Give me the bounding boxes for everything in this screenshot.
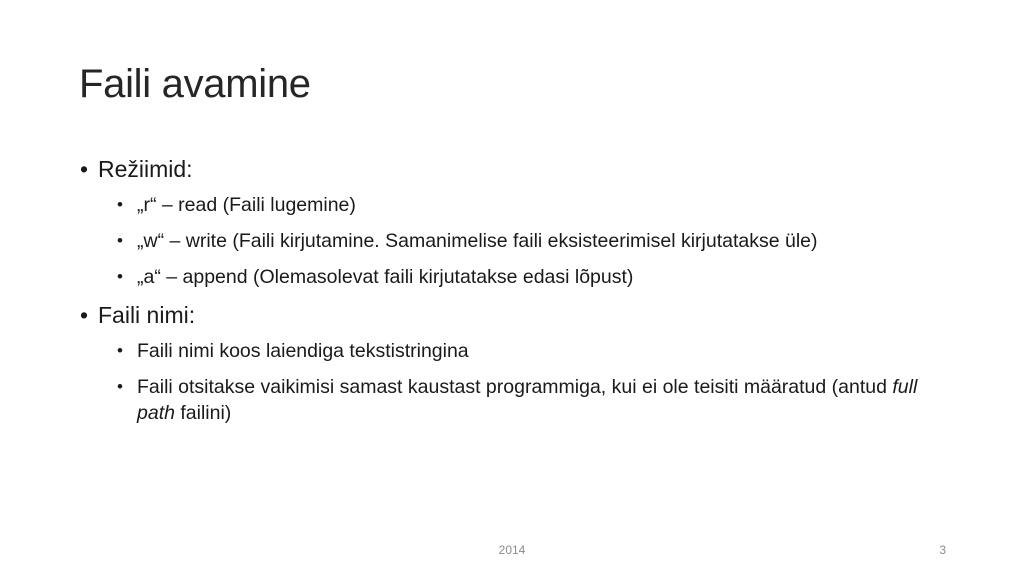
sub-bullet-write [117, 228, 940, 254]
slide-title: Faili avamine [79, 62, 311, 106]
footer-date: 2014 [498, 543, 526, 557]
sub-bullet-text: „r“ – read (Faili lugemine) [137, 194, 356, 216]
bullet-filename [80, 300, 940, 330]
sub-bullet-text: „w“ – write (Faili kirjutamine. Samanimelise faili eksisteerimisel kirjutatakse üle) [137, 230, 818, 252]
bullet-dot: • [117, 195, 123, 214]
bullet-dot: • [117, 267, 123, 286]
text-after-emphasis: failini) [174, 402, 232, 424]
bullet-dot: • [80, 156, 89, 182]
text-before-emphasis: Faili otsitakse vaikimisi samast kaustast programmiga, kui ei ole teisiti määratud (antud [137, 376, 893, 398]
sub-bullet-search-location [117, 374, 940, 426]
sub-bullet-read [117, 192, 940, 218]
sub-bullet-text: „a“ – append (Olemasolevat faili kirjutatakse edasi lõpust) [137, 266, 634, 288]
bullet-dot: • [117, 377, 123, 396]
bullet-dot: • [117, 231, 123, 250]
sub-bullet-append [117, 264, 940, 290]
slide-content [80, 154, 940, 436]
bullet-dot: • [117, 341, 123, 360]
bullet-text: Režiimid: [98, 156, 193, 182]
sub-bullet-text [137, 376, 917, 424]
bullet-modes [80, 154, 940, 184]
sub-bullet-filename-string [117, 338, 940, 364]
footer-page-number: 3 [939, 543, 946, 557]
sub-bullet-text: Faili nimi koos laiendiga tekstistringina [137, 340, 469, 362]
emphasis-full-path: full path [137, 376, 918, 424]
bullet-dot: • [80, 302, 89, 328]
bullet-text: Faili nimi: [98, 302, 196, 328]
